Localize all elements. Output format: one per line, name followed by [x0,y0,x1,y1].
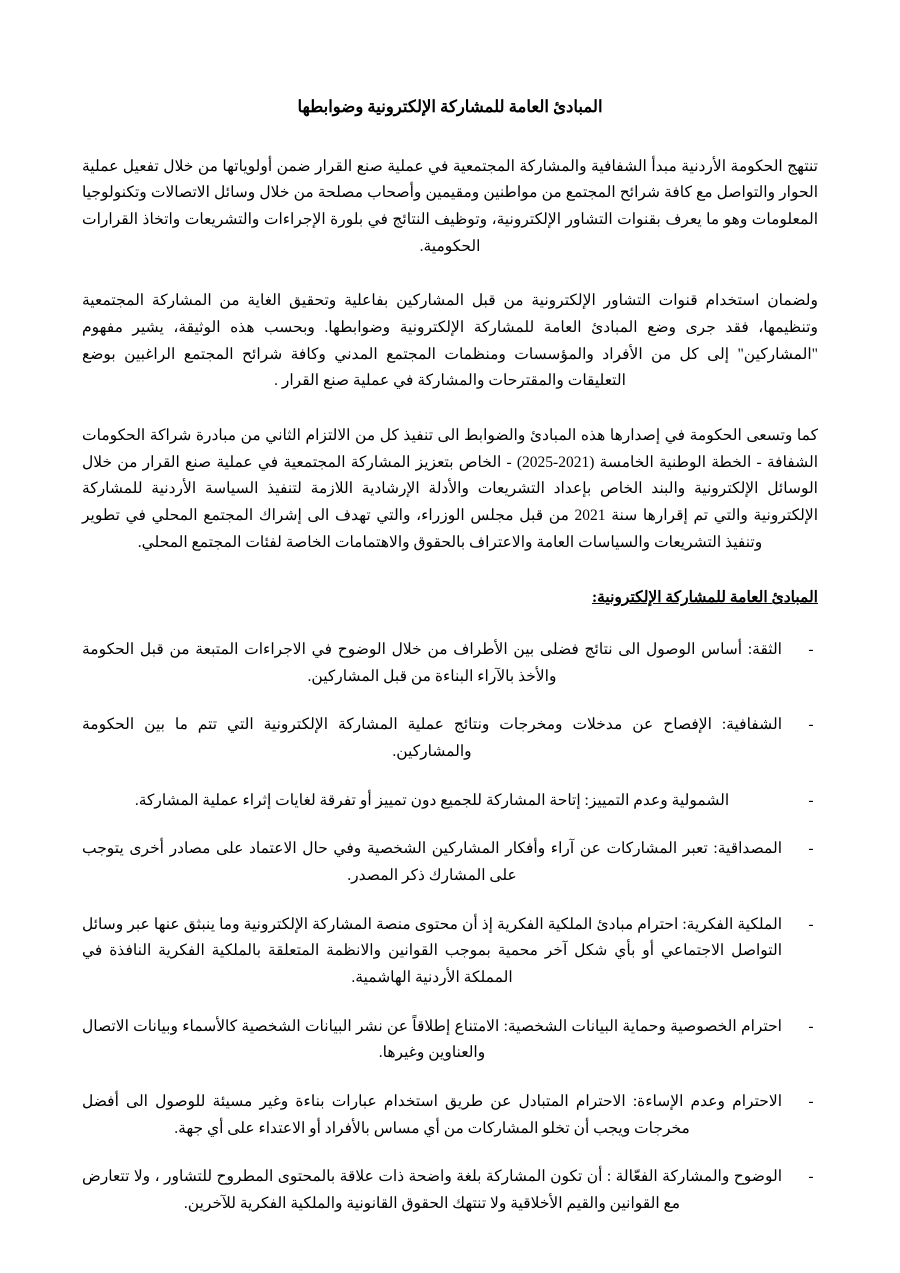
bullet-dash-icon: - [808,1017,814,1035]
principle-text: الشفافية: الإفصاح عن مدخلات ومخرجات ونتائج عملية المشاركة الإلكترونية التي تتم ما بين الحكومة والمشاركين. [82,716,782,761]
bullet-dash-icon: - [808,840,814,858]
page-title: المبادئ العامة للمشاركة الإلكترونية وضوابطها [297,97,603,116]
list-item [82,637,818,690]
list-item [82,1014,818,1067]
list-item [82,1164,818,1217]
bullet-dash-icon: - [808,641,814,659]
bullet-dash-icon: - [808,915,814,933]
document-content [82,95,818,1218]
principle-text: الملكية الفكرية: احترام مبادئ الملكية الفكرية إذ أن محتوى منصة المشاركة الإلكترونية وما ينبثق عنها عبر وسائل التواصل الاجتماعي أو بأي شكل آخر محمية بموجب القوانين والانظمة المتعلقة بالملكية الفكرية النافذة في المملكة الأردنية الهاشمية. [82,915,782,986]
bullet-dash-icon: - [808,1092,814,1110]
bullet-dash-icon: - [808,791,814,809]
principle-text: الشمولية وعدم التمييز: إتاحة المشاركة للجميع دون تمييز أو تفرقة لغايات إثراء عملية المشاركة. [134,791,730,809]
bullet-dash-icon: - [808,1168,814,1186]
principle-text: الاحترام وعدم الإساءة: الاحترام المتبادل عن طريق استخدام عبارات بناءة وغير مسيئة للوصول الى أفضل مخرجات ويجب أن تخلو المشاركات من أي مساس بالأفراد أو الاعتداء على أي جهة. [82,1092,782,1137]
principle-text: احترام الخصوصية وحماية البيانات الشخصية: الامتناع إطلاقاً عن نشر البيانات الشخصية كالأسماء وبيانات الاتصال والعناوين وغيرها. [82,1017,782,1062]
bullet-dash-icon: - [808,716,814,734]
principle-text: المصداقية: تعبر المشاركات عن آراء وأفكار المشاركين الشخصية وفي حال الاعتماد على مصادر أخرى يتوجب على المشارك ذكر المصدر. [82,840,782,885]
list-item [82,1089,818,1142]
list-item [82,912,818,992]
intro-paragraph-1: تنتهج الحكومة الأردنية مبدأ الشفافية والمشاركة المجتمعية في عملية صنع القرار ضمن أولوياتها من خلال تفعيل عملية الحوار والتواصل مع كافة شرائح المجتمع من مواطنين ومقيمين وأصحاب مصلحة من خلال وسائل الاتصالات وتكنولوجيا المعلومات وهو ما يعرف بقنوات التشاور الإلكترونية، وتوظيف النتائج في بلورة الإجراءات والتشريعات واتخاذ القرارات الحكومية. [82,157,818,255]
principle-text: الوضوح والمشاركة الفعّالة : أن تكون المشاركة بلغة واضحة ذات علاقة بالمحتوى المطروح للتشاور ، ولا تتعارض مع القوانين والقيم الأخلاقية ولا تنتهك الحقوق القانونية والملكية الفكرية للآخرين. [82,1168,782,1212]
principles-list [82,637,818,1218]
principle-text: الثقة: أساس الوصول الى نتائج فضلى بين الأطراف من خلال الوضوح في الاجراءات المتبعة من قبل الحكومة والأخذ بالآراء البناءة من قبل المشاركين. [82,641,782,685]
intro-paragraph-3: كما وتسعى الحكومة في إصدارها هذه المبادئ والضوابط الى تنفيذ كل من الالتزام الثاني من مبادرة شراكة الحكومات الشفافة - الخطة الوطنية الخامسة (2021-2025) - الخاص بتعزيز المشاركة المجتمعية في عملية صنع القرار من خلال الوسائل الإلكترونية والبند الخاص بإعداد التشريعات والأدلة الإرشادية اللازمة لتنفيذ السياسة الأردنية للمشاركة الإلكترونية والتي تم إقرارها سنة 2021 من قبل مجلس الوزراء، والتي تهدف الى إشراك المجتمع المحلي في تطوير وتنفيذ التشريعات والسياسات العامة والاعتراف بالحقوق والاهتمامات الخاصة لفئات المجتمع المحلي. [82,427,819,551]
intro-paragraph-2: ولضمان استخدام قنوات التشاور الإلكترونية من قبل المشاركين بفاعلية وتحقيق الغاية من المشاركة المجتمعية وتنظيمها، فقد جرى وضع المبادئ العامة للمشاركة الإلكترونية وضوابطها. وبحسب هذه الوثيقة، يشير مفهوم "المشاركين" إلى كل من الأفراد والمؤسسات ومنظمات المجتمع المدني وكافة شرائح المجتمع الراغبين بوضع التعليقات والمقترحات والمشاركة في عملية صنع القرار . [82,292,818,390]
list-item [82,836,818,889]
section-heading-principles: المبادئ العامة للمشاركة الإلكترونية: [591,589,818,607]
list-item [82,712,818,765]
list-item [82,788,818,815]
